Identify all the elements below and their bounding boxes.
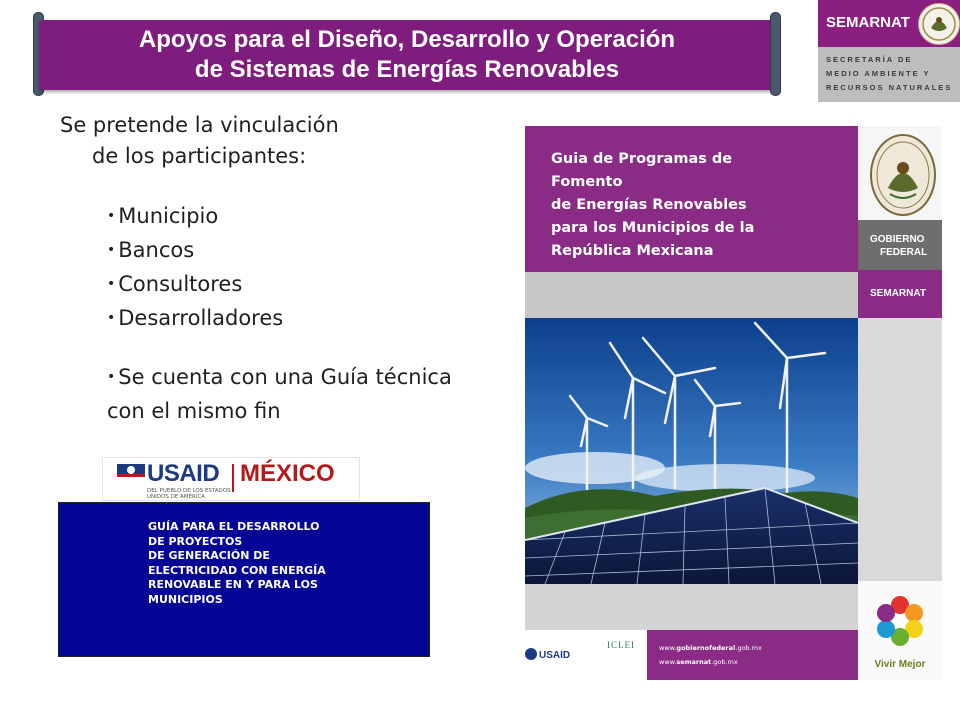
guide-cover <box>525 126 858 680</box>
intro-line-2: de los participantes: <box>92 144 307 168</box>
guide-box-line: RENOVABLE EN Y PARA LOS <box>148 578 318 591</box>
list-item: • Municipio <box>107 201 283 235</box>
gobierno-label: GOBIERNO <box>870 234 925 245</box>
semarnat-line-2: MEDIO AMBIENTE Y <box>826 69 931 78</box>
cover-title <box>551 148 801 263</box>
usaid-seal-icon <box>117 464 145 482</box>
cover-title-line: República Mexicana <box>551 243 714 259</box>
mexican-seal-icon <box>918 3 960 45</box>
list-item: • Consultores <box>107 269 283 303</box>
website-semarnat: www.semarnat.gob.mx <box>659 658 738 666</box>
scroll-roll-right <box>770 12 781 96</box>
guide-box-line: DE PROYECTOS <box>148 534 243 548</box>
vivir-mejor-label: Vivir Mejor <box>874 659 926 670</box>
mexico-wordmark: MÉXICO <box>240 460 335 487</box>
guide-box-text <box>148 520 408 607</box>
cover-side-panel <box>858 126 942 680</box>
semarnat-line-3: RECURSOS NATURALES <box>826 83 953 92</box>
participants-list <box>107 201 283 337</box>
title-line-2: de Sistemas de Energías Renovables <box>194 56 620 83</box>
cover-semarnat-label: SEMARNAT <box>870 288 926 299</box>
semarnat-line-1: SECRETARÍA DE <box>826 55 913 64</box>
usaid-mexico-logo <box>102 457 360 501</box>
cover-iclei-logo: ICLEI <box>607 640 635 650</box>
list-item: • Desarrolladores <box>107 303 283 337</box>
guide-box-line: ELECTRICIDAD CON ENERGÍA <box>148 563 326 577</box>
title-line-1: Apoyos para el Diseño, Desarrollo y Operación <box>138 26 676 53</box>
renewable-energy-photo <box>525 318 858 584</box>
guide-note-line-1: • Se cuenta con una Guía técnica <box>107 362 452 396</box>
gobierno-federal-logo <box>858 220 942 270</box>
semarnat-logo <box>818 0 960 102</box>
guide-note-line-2: con el mismo fin <box>107 399 281 423</box>
intro-text <box>60 110 339 172</box>
intro-line-1: Se pretende la vinculación <box>60 113 339 137</box>
logo-divider <box>232 464 234 492</box>
cover-title-line: de Energías Renovables <box>551 197 747 213</box>
cover-footer-band <box>525 584 858 630</box>
vivir-mejor-logo <box>858 581 942 680</box>
cover-title-line: Guia de Programas de Fomento <box>551 151 733 190</box>
page-title <box>39 20 775 90</box>
usaid-subtitle: DEL PUEBLO DE LOS ESTADOS UNIDOS DE AMÉRICA <box>147 488 231 500</box>
semarnat-logo-header <box>818 0 960 47</box>
list-item: • Bancos <box>107 235 283 269</box>
vivir-mejor-flower-icon <box>858 581 942 659</box>
title-banner <box>33 12 781 94</box>
cover-footer <box>525 630 858 680</box>
guide-box-line: GUÍA PARA EL DESARROLLO <box>148 520 320 533</box>
national-coat-of-arms-icon <box>870 134 936 216</box>
cover-usaid-logo: USAID <box>539 650 571 661</box>
guide-box-line: DE GENERACIÓN DE <box>148 549 270 562</box>
cover-grey-band <box>525 272 858 318</box>
guide-box <box>58 502 430 657</box>
cover-semarnat-logo <box>858 270 942 318</box>
federal-label: FEDERAL <box>880 247 928 258</box>
website-gobiernofederal: www.gobiernofederal.gob.mx <box>659 644 762 652</box>
cover-title-line: para los Municipios de la <box>551 220 755 236</box>
semarnat-logo-subtitle <box>818 47 960 102</box>
semarnat-name: SEMARNAT <box>826 14 910 31</box>
guide-note <box>107 362 452 427</box>
usaid-mini-seal-icon <box>525 648 537 660</box>
usaid-wordmark: USAID <box>147 460 220 487</box>
guide-box-line: MUNICIPIOS <box>148 592 223 606</box>
cover-websites <box>647 630 858 680</box>
cover-seal-area <box>858 126 942 220</box>
